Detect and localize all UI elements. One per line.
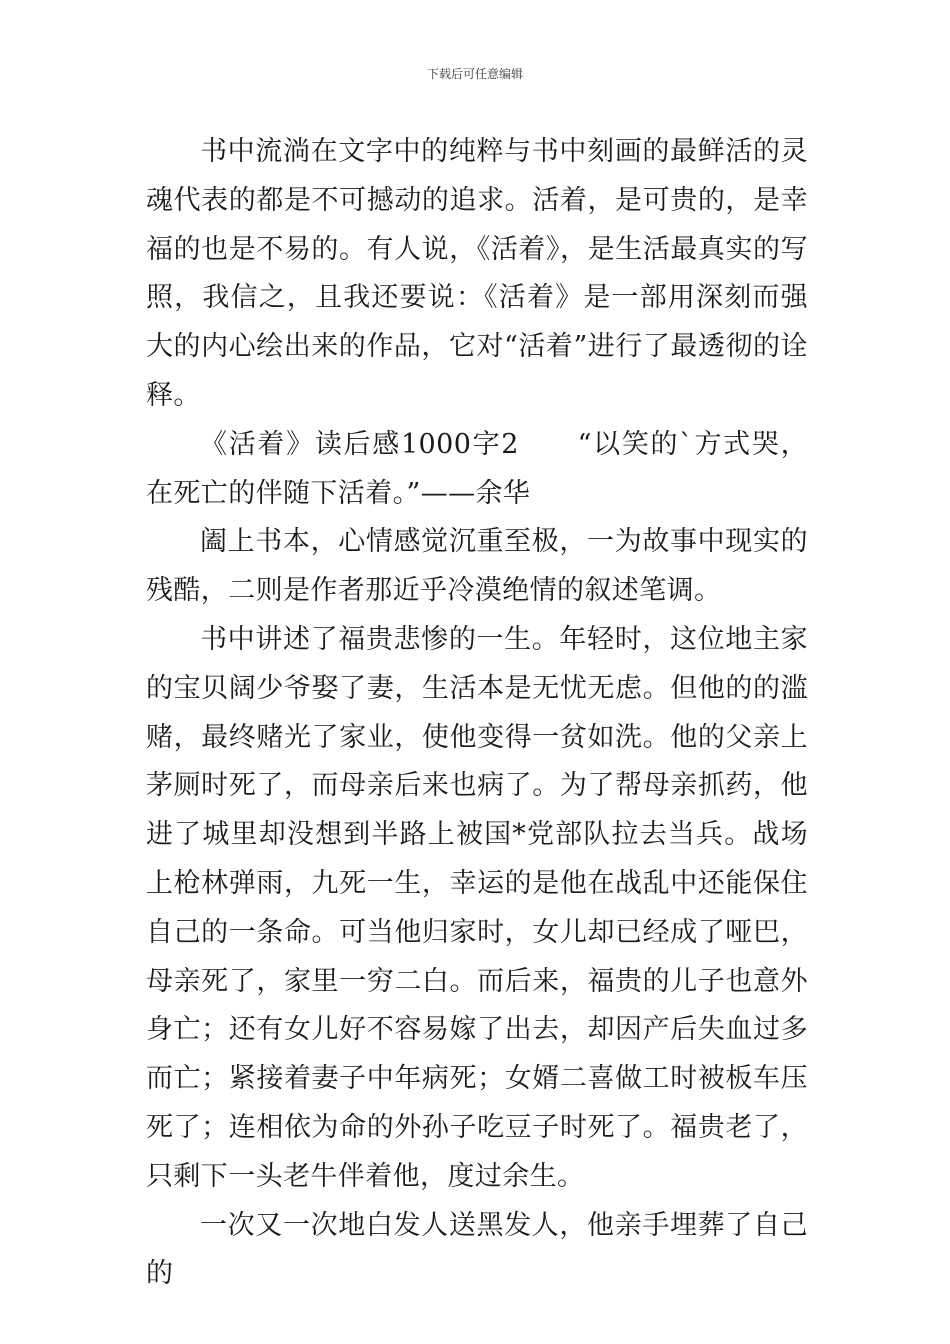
paragraph-4: 书中讲述了福贵悲惨的一生。年轻时，这位地主家的宝贝阔少爷娶了妻，生活本是无忧无虑。但他的的滥赌，最终赌光了家业，使他变得一贫如洗。他的父亲上茅厕时死了，而母亲后来也病了。为了帮母亲抓药，他进了城里却没想到半路上被国*党部队拉去当兵。战场上枪林弹雨，九死一生，幸运的是他在战乱中还能保住自己的一条命。可当他归家时，女儿却已经成了哑巴，母亲死了，家里一穷二白。而后来，福贵的儿子也意外身亡；还有女儿好不容易嫁了出去，却因产后失血过多而亡；紧接着妻子中年病死；女婿二喜做工时被板车压死了；连相依为命的外孙子吃豆子时死了。福贵老了，只剩下一头老牛伴着他，度过余生。 bbox=[146, 623, 808, 1192]
paragraph-3: 阖上书本，心情感觉沉重至极，一为故事中现实的残酷，二则是作者那近乎冷漠绝情的叙述笔调。 bbox=[146, 526, 808, 607]
paragraph-5: 一次又一次地白发人送黑发人，他亲手埋葬了自己的 bbox=[146, 1209, 808, 1290]
document-body bbox=[146, 128, 808, 1299]
paragraph-2: 《活着》读后感1000字2 “以笑的`方式哭，在死亡的伴随下活着。”——余华 bbox=[146, 428, 808, 509]
page-header: 下载后可任意编辑 bbox=[426, 67, 523, 81]
paragraph-1: 书中流淌在文字中的纯粹与书中刻画的最鲜活的灵魂代表的都是不可撼动的追求。活着，是可贵的，是幸福的也是不易的。有人说，《活着》，是生活最真实的写照，我信之，且我还要说：《活着》是一部用深刻而强大的内心绘出来的作品，它对“活着”进行了最透彻的诠释。 bbox=[146, 136, 808, 411]
